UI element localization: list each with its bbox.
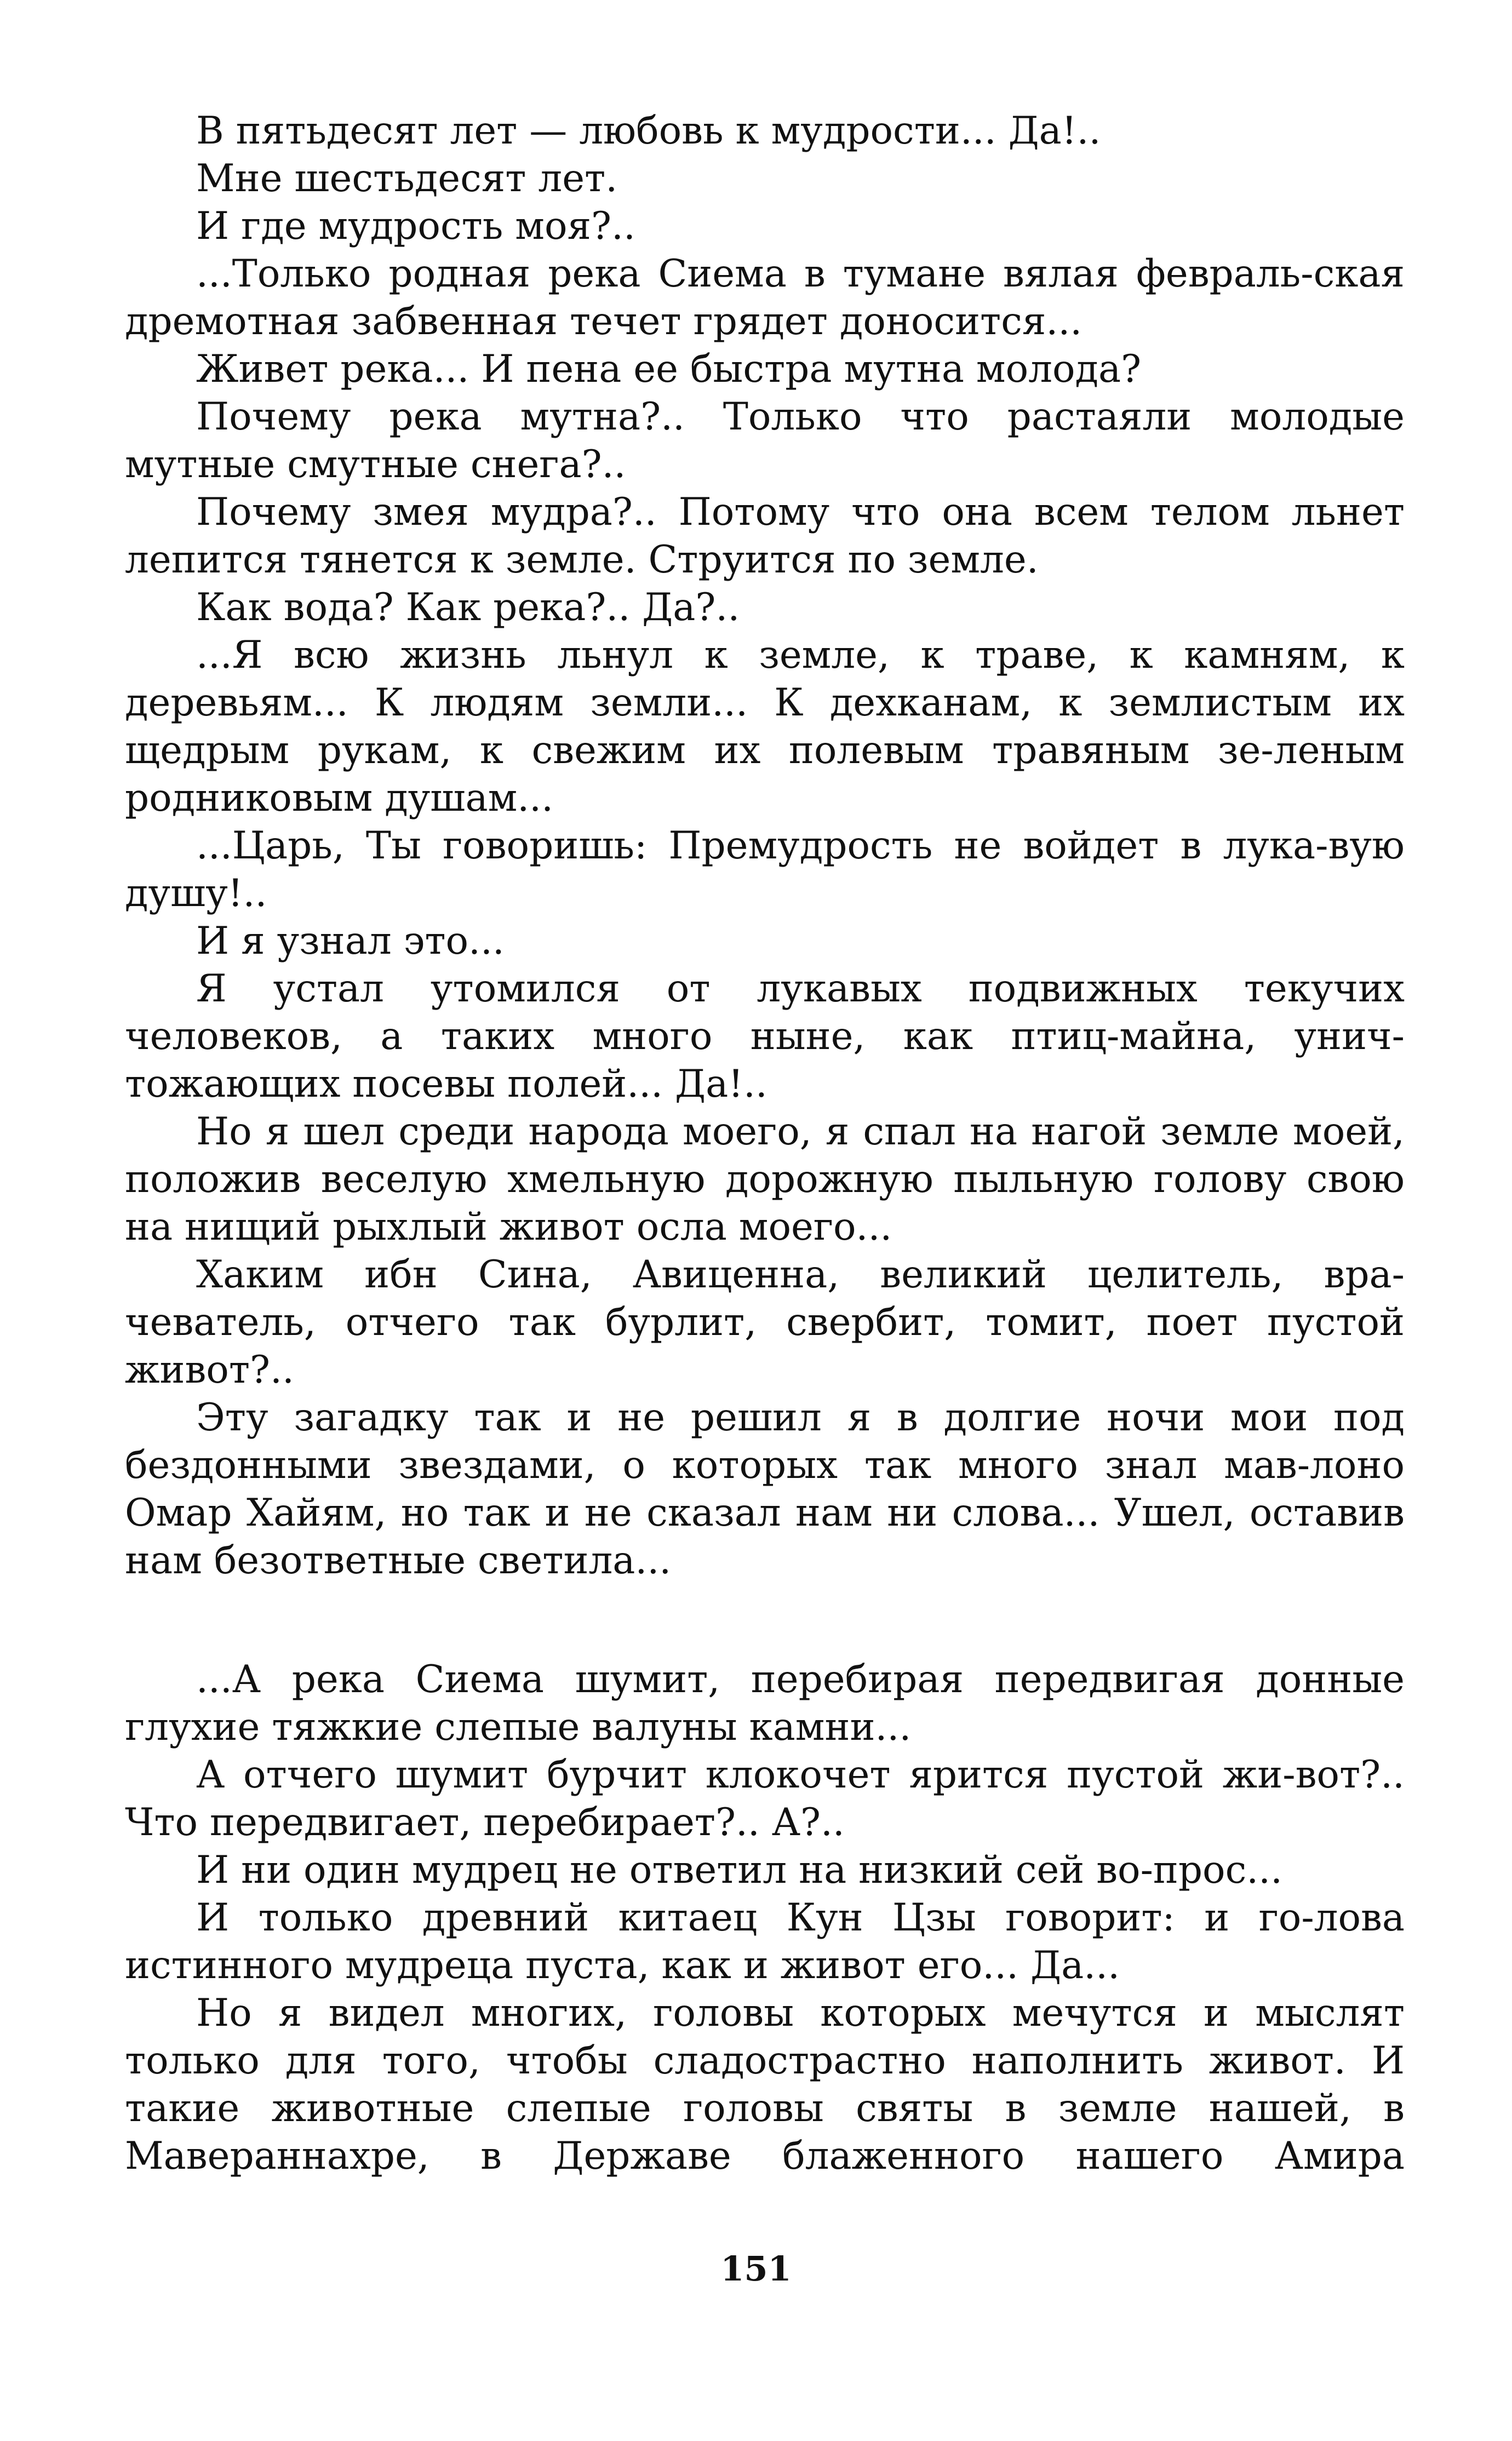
paragraph: Я устал утомился от лукавых подвижных текучих человеков, а таких много ныне, как птиц-майна, унич-тожающих посевы полей... Да!.. xyxy=(125,967,1405,1106)
paragraph: ...А река Сиема шумит, перебирая передвигая донные глухие тяжкие слепые валуны камни... xyxy=(125,1658,1405,1749)
paragraph: Но я шел среди народа моего, я спал на нагой земле моей, положив веселую хмельную дорожную пыльную голову свою на нищий рыхлый живот осла моего... xyxy=(125,1110,1405,1249)
paragraph: И ни один мудрец не ответил на низкий сей во-прос... xyxy=(196,1848,1283,1892)
paragraph: И только древний китаец Кун Цзы говорит: и го-лова истинного мудреца пуста, как и живот его... Да... xyxy=(125,1896,1405,1987)
paragraph: А отчего шумит бурчит клокочет ярится пустой жи-вот?.. Что передвигает, перебирает?.. А?.. xyxy=(125,1753,1405,1844)
paragraph: Хаким ибн Сина, Авиценна, великий целитель, вра-чеватель, отчего так бурлит, свербит, томит, поет пустой живот?.. xyxy=(125,1253,1405,1392)
paragraph: В пятьдесят лет — любовь к мудрости... Да!.. xyxy=(196,109,1101,153)
paragraph: Живет река... И пена ее быстра мутна молода? xyxy=(196,347,1142,391)
paragraph: Почему змея мудра?.. Потому что она всем телом льнет лепится тянется к земле. Струится по земле. xyxy=(125,490,1405,582)
paragraph: Эту загадку так и не решил я в долгие ночи мои под бездонными звездами, о которых так много знал мав-лоно Омар Хайям, но так и не сказал нам ни слова... Ушел, оставив нам безответные светила... xyxy=(125,1396,1405,1583)
paragraph: И я узнал это... xyxy=(196,919,505,963)
paragraph: ...Я всю жизнь льнул к земле, к траве, к камням, к деревьям... К людям земли... К дехканам, к землистым их щедрым рукам, к свежим их полевым травяным зе-леным родниковым душам... xyxy=(125,633,1405,820)
paragraph: Но я видел многих, головы которых мечутся и мыслят только для того, чтобы сладострастно наполнить живот. И такие животные слепые головы святы в земле нашей, в Мавераннахре, в Державе блаженного нашего Амира xyxy=(125,1991,1405,2178)
paragraph: ...Царь, Ты говоришь: Премудрость не войдет в лука-вую душу!.. xyxy=(125,824,1405,915)
paragraph: Мне шестьдесят лет. xyxy=(196,157,618,200)
page-body xyxy=(125,107,1405,2180)
paragraph: Почему река мутна?.. Только что растаяли молодые мутные смутные снега?.. xyxy=(125,395,1405,486)
paragraph: ...Только родная река Сиема в тумане вялая февраль-ская дремотная забвенная течет грядет доносится... xyxy=(125,252,1405,343)
paragraph: И где мудрость моя?.. xyxy=(196,204,635,248)
page-number: 151 xyxy=(720,2249,792,2289)
section-break xyxy=(125,1585,1405,1656)
paragraph: Как вода? Как река?.. Да?.. xyxy=(196,586,740,629)
